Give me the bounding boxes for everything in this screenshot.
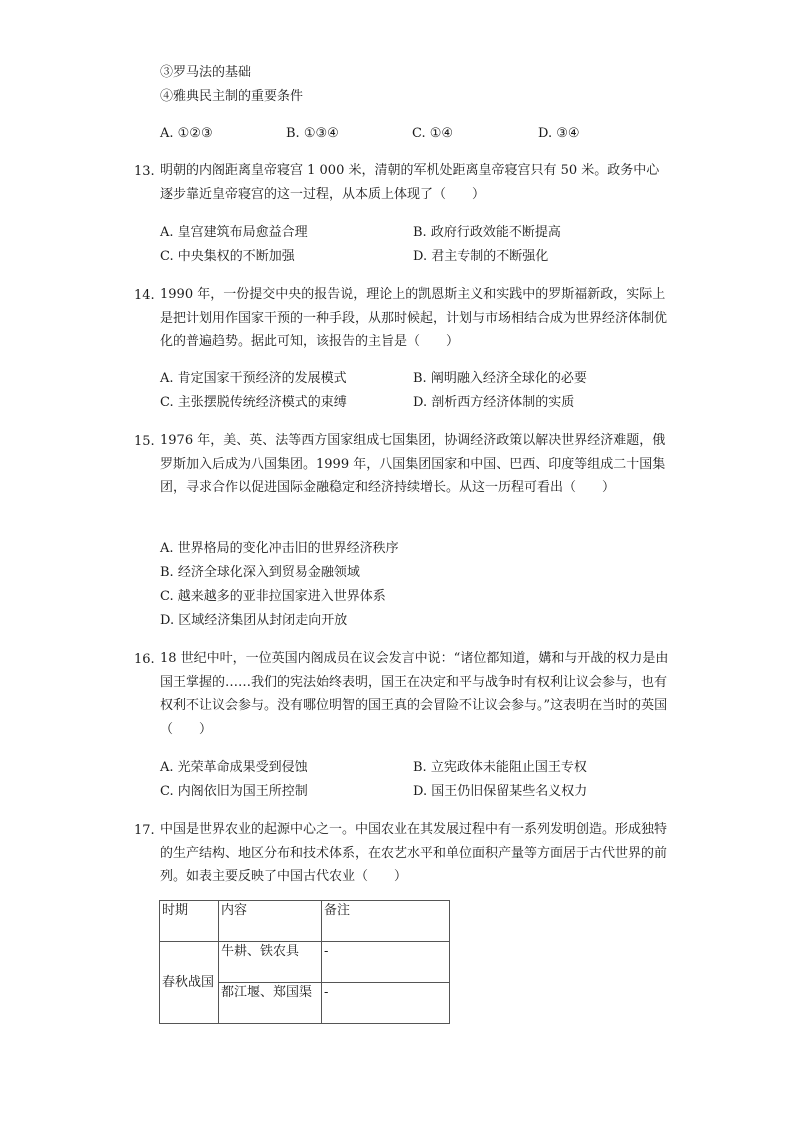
question-number-17: 17. xyxy=(134,823,155,838)
question-14-stem: 1990 年，一份提交中央的报告说，理论上的凯恩斯主义和实践中的罗斯福新政，实际上是把计划用作国家干预的一种手段，从那时候起，计划与市场相结合成为世界经济体制优化的普遍趋势。据此可知，该报告的主旨是（ ） xyxy=(160,287,668,349)
prev-option-c: C. ①④ xyxy=(412,126,454,141)
q16-option-a: A. 光荣革命成果受到侵蚀 xyxy=(160,760,308,775)
table-row xyxy=(160,942,450,983)
prev-option-d: D. ③④ xyxy=(538,126,580,141)
table-cell-period: 春秋战国 xyxy=(160,942,219,1024)
q16-option-d: D. 国王仍旧保留某些名义权力 xyxy=(413,784,588,799)
table-cell-content: 牛耕、铁农具 xyxy=(219,942,322,983)
question-13-stem: 明朝的内阁距离皇帝寝宫 1 000 米，清朝的军机处距离皇帝寝宫只有 50 米。政务中心逐步靠近皇帝寝宫的这一过程，从本质上体现了（ ） xyxy=(160,163,660,202)
question-17-stem: 中国是世界农业的起源中心之一。中国农业在其发展过程中有一系列发明创造。形成独特的生产结构、地区分布和技术体系，在农艺水平和单位面积产量等方面居于古代世界的前列。如表主要反映了中国古代农业（ ） xyxy=(160,822,668,884)
table-header-note: 备注 xyxy=(322,901,450,942)
prev-option-a: A. ①②③ xyxy=(160,126,213,141)
table-cell-note: - xyxy=(322,983,450,1024)
q15-option-a: A. 世界格局的变化冲击旧的世界经济秩序 xyxy=(160,541,399,556)
agriculture-table xyxy=(159,900,450,1024)
q13-option-b: B. 政府行政效能不断提高 xyxy=(413,225,561,240)
question-number-16: 16. xyxy=(134,652,155,667)
table-header-period: 时期 xyxy=(160,901,219,942)
question-15-stem: 1976 年，美、英、法等西方国家组成七国集团，协调经济政策以解决世界经济难题，俄罗斯加入后成为八国集团。1999 年，八国集团国家和中国、巴西、印度等组成二十国集团，寻求合作以促进国际金融稳定和经济持续增长。从这一历程可看出（ ） xyxy=(160,433,666,495)
question-number-15: 15. xyxy=(134,434,155,449)
table-cell-note: - xyxy=(322,942,450,983)
q16-option-b: B. 立宪政体未能阻止国王专权 xyxy=(413,760,587,775)
prev-item-3: ③罗马法的基础 xyxy=(160,65,252,80)
question-number-14: 14. xyxy=(134,288,155,303)
q14-option-a: A. 肯定国家干预经济的发展模式 xyxy=(160,371,347,386)
q15-option-d: D. 区域经济集团从封闭走向开放 xyxy=(160,613,348,628)
q14-option-d: D. 剖析西方经济体制的实质 xyxy=(413,395,575,410)
q13-option-c: C. 中央集权的不断加强 xyxy=(160,249,295,264)
q15-option-c: C. 越来越多的亚非拉国家进入世界体系 xyxy=(160,589,386,604)
prev-item-4: ④雅典民主制的重要条件 xyxy=(160,89,304,104)
table-header-content: 内容 xyxy=(219,901,322,942)
q15-option-b: B. 经济全球化深入到贸易金融领域 xyxy=(160,565,360,580)
q14-option-b: B. 阐明融入经济全球化的必要 xyxy=(413,371,587,386)
q16-option-c: C. 内阁依旧为国王所控制 xyxy=(160,784,308,799)
question-16-stem: 18 世纪中叶，一位英国内阁成员在议会发言中说：“诸位都知道，媾和与开战的权力是由国王掌握的……我们的宪法始终表明，国王在决定和平与战争时有权利让议会参与，也有权利不让议会参与。没有哪位明智的国王真的会冒险不让议会参与。”这表明在当时的英国（ ） xyxy=(160,651,669,737)
q13-option-a: A. 皇宫建筑布局愈益合理 xyxy=(160,225,308,240)
question-number-13: 13. xyxy=(134,164,155,179)
table-cell-content: 都江堰、郑国渠 xyxy=(219,983,322,1024)
prev-option-b: B. ①③④ xyxy=(286,126,339,141)
q13-option-d: D. 君主专制的不断强化 xyxy=(413,249,549,264)
table-header-row xyxy=(160,901,450,942)
q14-option-c: C. 主张摆脱传统经济模式的束缚 xyxy=(160,395,347,410)
